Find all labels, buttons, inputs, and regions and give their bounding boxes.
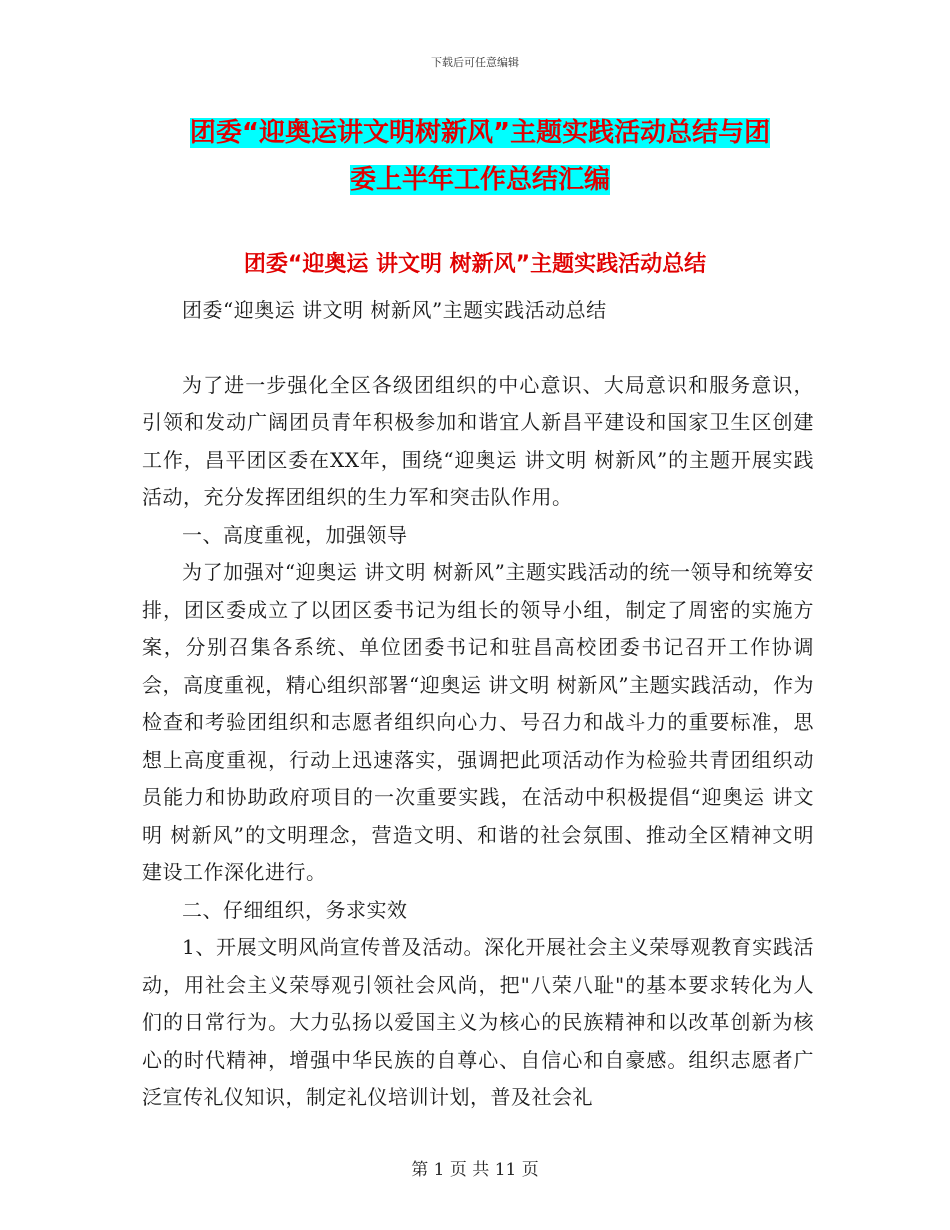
intro-paragraph: 为了进一步强化全区各级团组织的中心意识、大局意识和服务意识，引领和发动广阔团员青年积极参加和谐宜人新昌平建设和国家卫生区创建工作，昌平团区委在XX年，围绕“迎奥运 讲文明 树新风”的主题开展实践活动，充分发挥团组织的生力军和突击队作用。 [142,372,814,509]
document-body [142,292,814,1117]
title-line-1: 团委“迎奥运讲文明树新风”主题实践活动总结与团 [189,118,771,148]
paragraph-leadership: 为了加强对“迎奥运 讲文明 树新风”主题实践活动的统一领导和统筹安排，团区委成立了以团区委书记为组长的领导小组，制定了周密的实施方案，分别召集各系统、单位团委书记和驻昌高校团委书记召开工作协调会，高度重视，精心组织部署“迎奥运 讲文明 树新风”主题实践活动，作为检查和考验团组织和志愿者组织向心力、号召力和战斗力的重要标准，思想上高度重视，行动上迅速落实，强调把此项活动作为检验共青团组织动员能力和协助政府项目的一次重要实践，在活动中积极提倡“迎奥运 讲文明 树新风”的文明理念，营造文明、和谐的社会氛围、推动全区精神文明建设工作深化进行。 [142,560,814,884]
heading-one: 一、高度重视，加强领导 [182,522,408,547]
paragraph-publicity: 1、开展文明风尚宣传普及活动。深化开展社会主义荣辱观教育实践活动，用社会主义荣辱观引领社会风尚，把"八荣八耻"的基本要求转化为人们的日常行为。大力弘扬以爱国主义为核心的民族精神和以改革创新为核心的时代精神，增强中华民族的自尊心、自信心和自豪感。组织志愿者广泛宣传礼仪知识，制定礼仪培训计划，普及社会礼 [142,935,814,1109]
document-title [140,110,820,204]
page-footer: 第 1 页 共 11 页 [411,1160,539,1180]
subtitle-paragraph: 团委“迎奥运 讲文明 树新风”主题实践活动总结 [182,298,607,322]
section-title: 团委“迎奥运 讲文明 树新风”主题实践活动总结 [243,252,707,277]
header-note: 下载后可任意编辑 [431,56,519,69]
heading-two: 二、仔细组织，务求实效 [182,897,408,922]
title-line-2: 委上半年工作总结汇编 [349,165,610,195]
